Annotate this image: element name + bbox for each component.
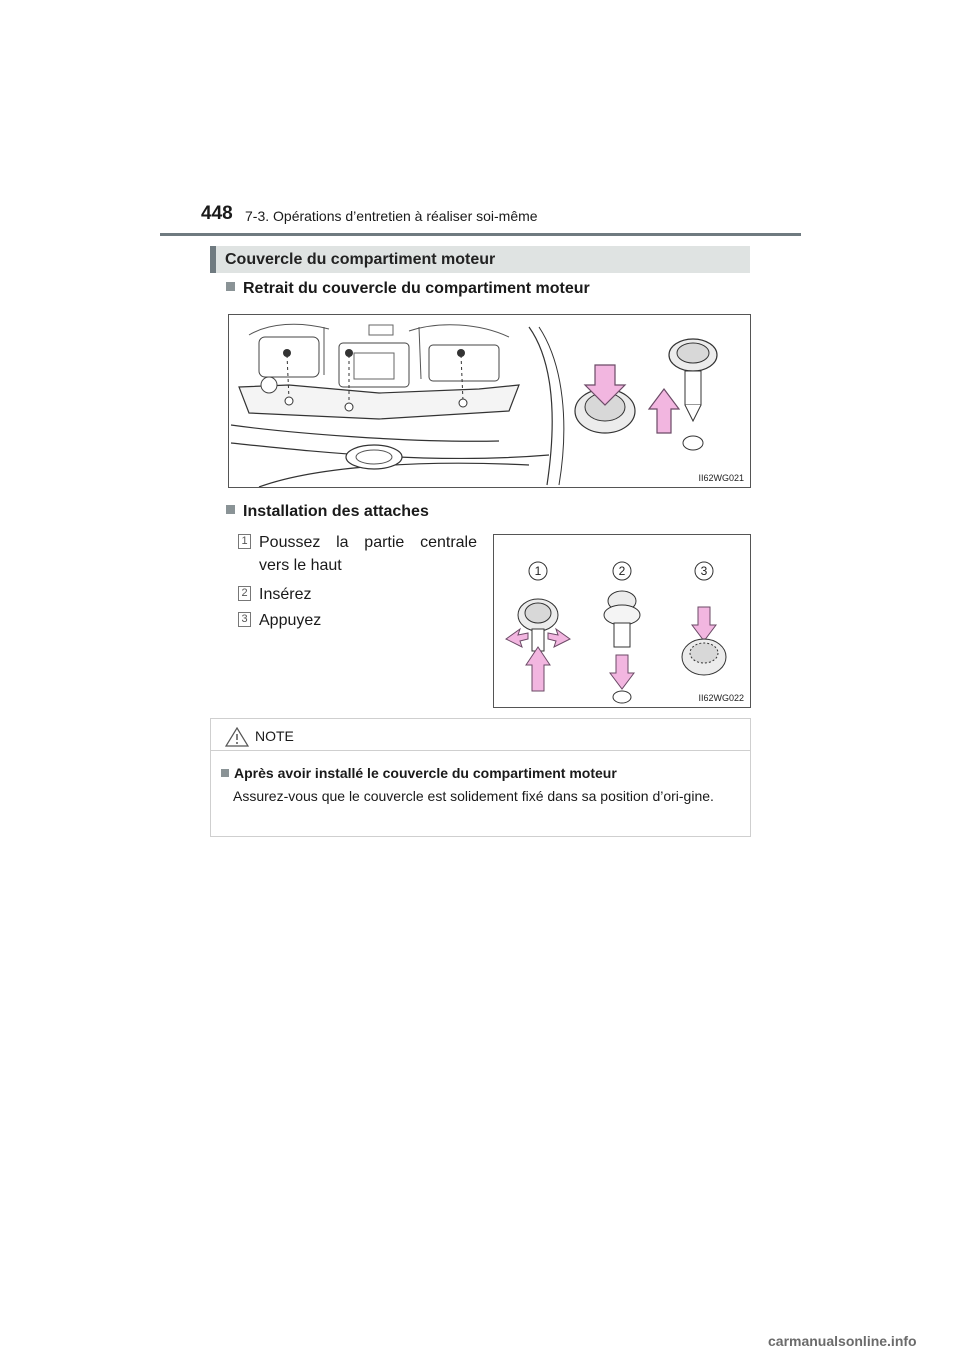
square-bullet-icon	[226, 282, 235, 291]
note-title	[221, 765, 617, 781]
clip-installation-illustration	[494, 535, 750, 707]
note-box	[210, 718, 751, 837]
step-number: 3	[238, 612, 251, 627]
page-number: 448	[201, 203, 233, 224]
engine-cover-removal-figure	[228, 314, 751, 488]
section-heading-bar	[210, 246, 750, 273]
watermark: carmanualsonline.info	[768, 1333, 917, 1349]
square-bullet-icon	[226, 505, 235, 514]
step-item	[238, 609, 478, 632]
step-text: Poussez la partie centrale vers le haut	[259, 534, 477, 574]
note-title-text: Après avoir installé le couvercle du compartiment moteur	[234, 765, 617, 781]
step-text: Insérez	[259, 586, 312, 603]
step-number: 2	[238, 586, 251, 601]
figure-label-3: 3	[700, 564, 708, 578]
figure-label-1: 1	[534, 564, 542, 578]
header-divider	[160, 233, 801, 236]
step-text: Appuyez	[259, 612, 322, 629]
clip-installation-figure	[493, 534, 751, 708]
figure-code: II62WG022	[698, 693, 744, 703]
note-divider	[211, 750, 750, 751]
step-number: 1	[238, 534, 251, 549]
square-bullet-icon	[221, 769, 229, 777]
warning-triangle-icon	[225, 727, 249, 747]
installation-heading-text: Installation des attaches	[243, 503, 429, 520]
section-title: Couvercle du compartiment moteur	[225, 251, 496, 268]
section-accent	[210, 246, 216, 273]
note-label: NOTE	[255, 728, 294, 744]
figure-label-2: 2	[618, 564, 626, 578]
step-item	[238, 583, 478, 606]
chapter-title: 7-3. Opérations d’entretien à réaliser soi-même	[245, 208, 538, 224]
removal-heading	[226, 280, 590, 298]
step-item	[238, 531, 478, 577]
engine-compartment-illustration	[229, 315, 750, 487]
figure-code: II62WG021	[698, 473, 744, 483]
note-body: Assurez-vous que le couvercle est solidement fixé dans sa position d’ori-gine.	[233, 788, 714, 804]
installation-heading	[226, 503, 429, 521]
removal-heading-text: Retrait du couvercle du compartiment moteur	[243, 280, 590, 297]
installation-steps	[238, 531, 478, 632]
